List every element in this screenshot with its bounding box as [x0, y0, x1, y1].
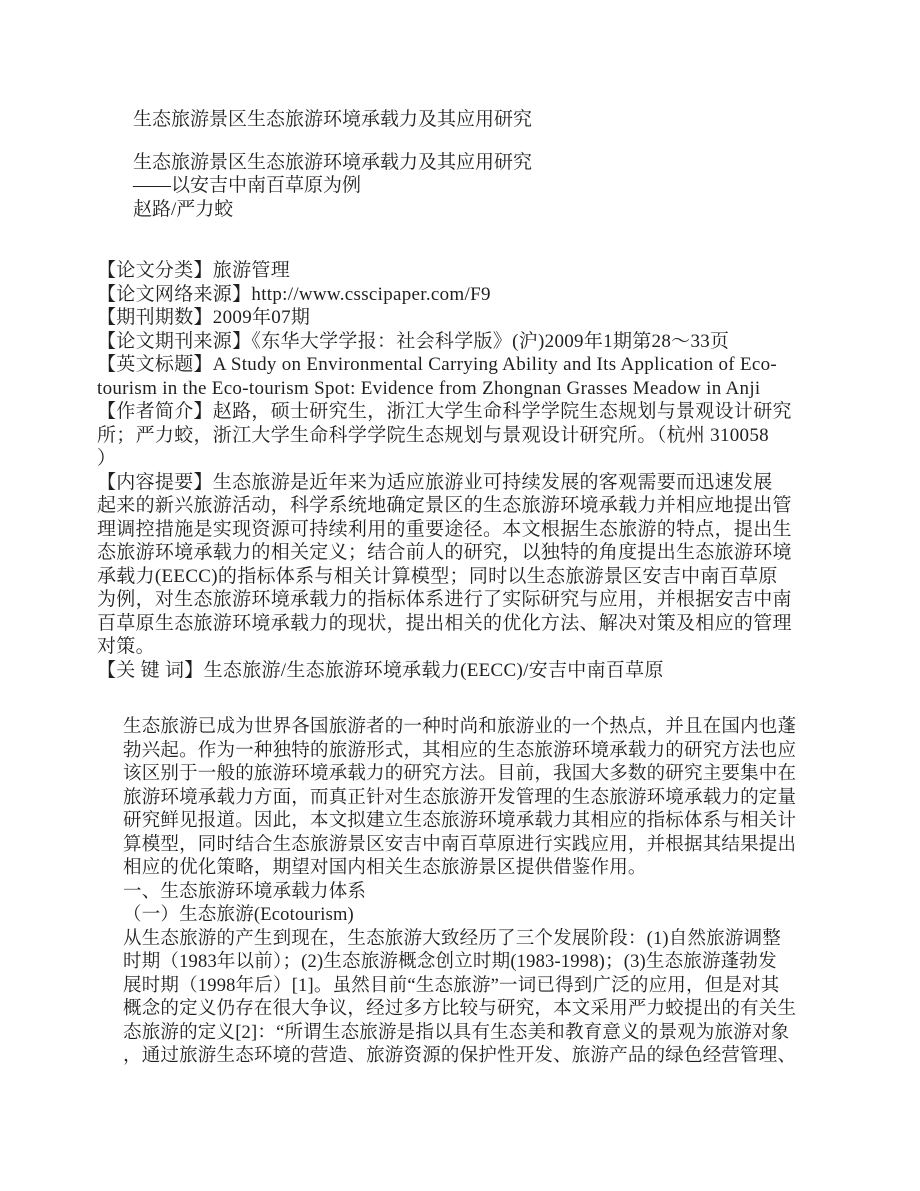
blank-line: [133, 132, 532, 151]
text-line: 态旅游环境承载力的相关定义；结合前人的研究，以独特的角度提出生态旅游环境: [97, 542, 792, 563]
text-line: 所；严力蛟，浙江大学生命科学学院生态规划与景观设计研究所。（杭州 310058: [97, 424, 769, 446]
text-line: 相应的优化策略，期望对国内相关生态旅游景区提供借鉴作用。: [123, 858, 647, 878]
article-title: 生态旅游景区生态旅游环境承载力及其应用研究: [133, 151, 533, 173]
text-line: 态旅游的定义[2]：“所谓生态旅游是指以具有生态美和教育意义的景观为旅游对象: [123, 1022, 790, 1043]
text-line: 生态旅游已成为世界各国旅游者的一种时尚和旅游业的一个热点，并且在国内也蓬: [123, 717, 797, 737]
text-line: 旅游环境承载力方面，而真正针对生态旅游开发管理的生态旅游环境承载力的定量: [123, 787, 797, 808]
text-line: 【论文分类】旅游管理: [97, 260, 291, 281]
text-line: ）: [97, 448, 117, 469]
text-line: tourism in the Eco-tourism Spot: Evidence from Zhongnan Grasses Meadow in Anji: [97, 377, 761, 399]
body-paragraphs-block: [123, 716, 796, 1069]
metadata-abstract-block: [97, 259, 792, 682]
text-line: 算模型，同时结合生态旅游景区安吉中南百草原进行实践应用，并根据其结果提出: [123, 834, 797, 855]
text-line: （一）生态旅游(Ecotourism): [123, 905, 354, 925]
text-line: 展时期（1998年后）[1]。虽然目前“生态旅游”一词已得到广泛的应用，但是对其: [123, 975, 780, 996]
article-authors: 赵路/严力蛟: [133, 198, 234, 220]
text-line: 为例，对生态旅游环境承载力的指标体系进行了实际研究与应用，并根据安吉中南: [97, 589, 792, 610]
text-line: 研究鲜见报道。因此，本文拟建立生态旅游环境承载力其相应的指标体系与相关计: [123, 811, 797, 831]
text-line: 一、生态旅游环境承载力体系: [123, 881, 367, 902]
text-line: 【作者简介】赵路，硕士研究生，浙江大学生命科学学院生态规划与景观设计研究: [97, 401, 792, 422]
text-line: 【内容提要】生态旅游是近年来为适应旅游业可持续发展的客观需要而迅速发展: [97, 471, 773, 493]
title-block: [133, 108, 532, 221]
text-line: 【期刊期数】2009年07期: [97, 307, 311, 328]
text-line: 百草原生态旅游环境承载力的现状，提出相关的优化方法、解决对策及相应的管理: [97, 612, 792, 634]
text-line: 时期（1983年以前）；(2)生态旅游概念创立时期(1983-1998)；(3)生态旅游蓬勃发: [123, 952, 777, 972]
text-line: 勃兴起。作为一种独特的旅游形式，其相应的生态旅游环境承载力的研究方法也应: [123, 740, 797, 761]
text-line: 对策。: [97, 636, 155, 657]
text-line: 理调控措施是实现资源可持续利用的重要途径。本文根据生态旅游的特点，提出生: [97, 518, 792, 540]
text-line: 该区别于一般的旅游环境承载力的研究方法。目前，我国大多数的研究主要集中在: [123, 764, 797, 784]
text-line: 【论文期刊来源】《东华大学学报：社会科学版》(沪)2009年1期第28～33页: [97, 330, 730, 352]
text-line: 【论文网络来源】http://www.csscipaper.com/F9: [97, 283, 491, 305]
text-line: 概念的定义仍存在很大争议，经过多方比较与研究，本文采用严力蛟提出的有关生: [123, 999, 797, 1019]
text-line: ，通过旅游生态环境的营造、旅游资源的保护性开发、旅游产品的绿色经营管理、: [123, 1046, 797, 1066]
article-subtitle: ——以安吉中南百草原为例: [133, 175, 362, 196]
text-line: 从生态旅游的产生到现在，生态旅游大致经历了三个发展阶段：(1)自然旅游调整: [123, 928, 781, 949]
running-title: 生态旅游景区生态旅游环境承载力及其应用研究: [133, 109, 533, 130]
text-line: 承载力(EECC)的指标体系与相关计算模型；同时以生态旅游景区安吉中南百草原: [97, 565, 778, 587]
text-line: 【关 键 词】生态旅游/生态旅游环境承载力(EECC)/安吉中南百草原: [97, 659, 664, 681]
text-line: 起来的新兴旅游活动，科学系统地确定景区的生态旅游环境承载力并相应地提出管: [97, 495, 792, 516]
text-line: 【英文标题】A Study on Environmental Carrying Ability and Its Application of Eco-: [97, 354, 778, 375]
